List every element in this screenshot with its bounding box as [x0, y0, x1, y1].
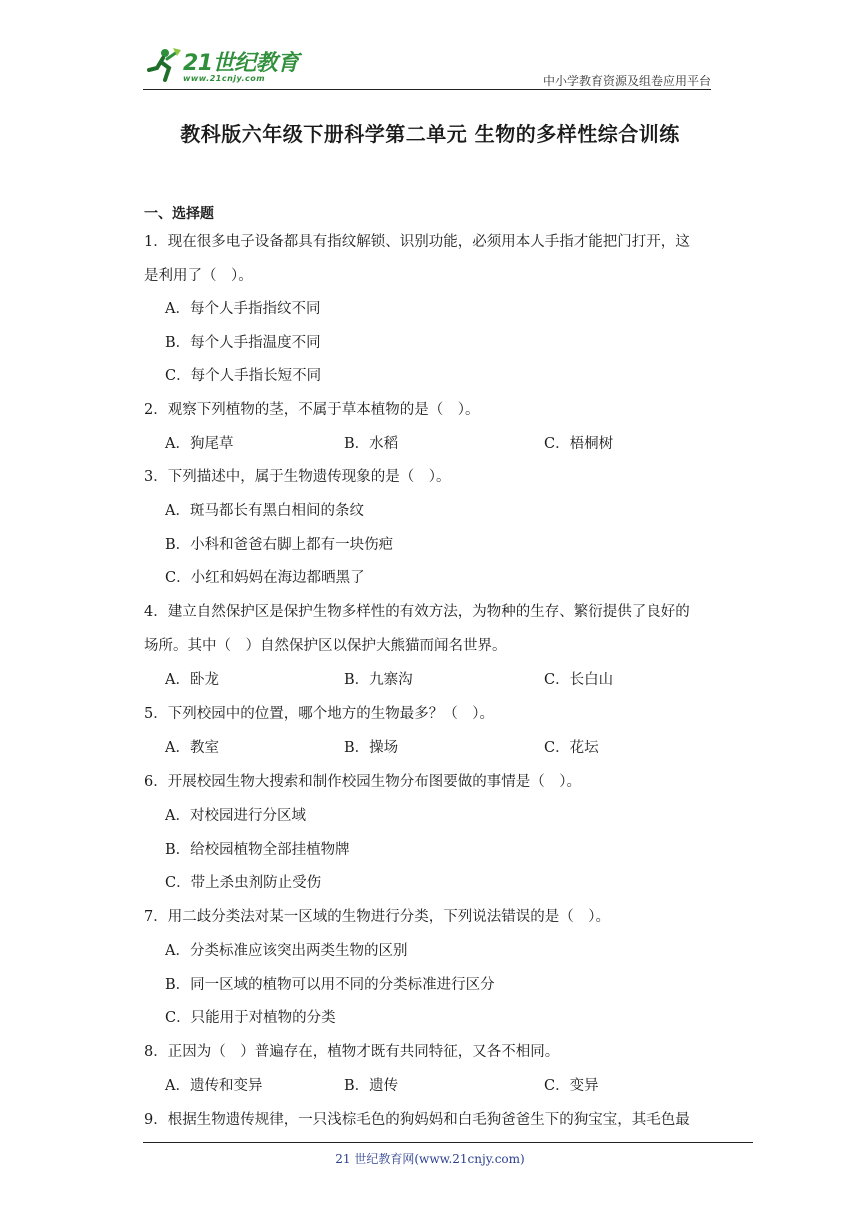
question-2-option-a: A．狗尾草 — [165, 436, 234, 452]
question-4-line-2: 场所。其中（ ）自然保护区以保护大熊猫而闻名世界。 — [144, 638, 507, 654]
question-8-option-c: C．变异 — [544, 1078, 599, 1094]
question-6-option-a: A．对校园进行分区域 — [165, 808, 306, 824]
question-4-option-b: B．九寨沟 — [344, 672, 413, 688]
question-5-option-c: C．花坛 — [544, 740, 599, 756]
logo-text: 21世纪教育 — [183, 51, 299, 76]
question-2-option-b: B．水稻 — [344, 436, 399, 452]
question-7-option-c: C．只能用于对植物的分类 — [165, 1010, 336, 1026]
question-1-option-c: C．每个人手指长短不同 — [165, 368, 322, 384]
question-2-option-c: C．梧桐树 — [544, 436, 614, 452]
question-6-option-c: C．带上杀虫剂防止受伤 — [165, 875, 322, 891]
question-6-option-b: B．给校园植物全部挂植物牌 — [165, 842, 350, 858]
question-1-option-a: A．每个人手指指纹不同 — [165, 301, 321, 317]
page-header — [0, 0, 860, 100]
question-8-option-a: A．遗传和变异 — [165, 1078, 263, 1094]
question-8-line-1: 8．正因为（ ）普遍存在，植物才既有共同特征，又各不相同。 — [144, 1044, 560, 1060]
question-8-option-b: B．遗传 — [344, 1078, 399, 1094]
runner-logo-icon — [143, 46, 183, 86]
question-1-line-1: 1．现在很多电子设备都具有指纹解锁、识别功能，必须用本人手指才能把门打开，这 — [144, 234, 690, 250]
page-title: 教科版六年级下册科学第二单元 生物的多样性综合训练 — [180, 122, 680, 146]
question-7-option-a: A．分类标准应该突出两类生物的区别 — [165, 943, 408, 959]
logo[interactable] — [143, 44, 313, 90]
question-2-line-1: 2．观察下列植物的茎，不属于草本植物的是（ ）。 — [144, 402, 480, 418]
question-4-option-c: C．长白山 — [544, 672, 614, 688]
question-7-line-1: 7．用二歧分类法对某一区域的生物进行分类，下列说法错误的是（ ）。 — [144, 909, 610, 925]
question-9-line-1: 9．根据生物遗传规律，一只浅棕毛色的狗妈妈和白毛狗爸爸生下的狗宝宝，其毛色最 — [144, 1112, 690, 1128]
footer-text[interactable]: 21 世纪教育网(www.21cnjy.com) — [335, 1152, 525, 1166]
question-6-line-1: 6．开展校园生物大搜索和制作校园生物分布图要做的事情是（ ）。 — [144, 774, 581, 790]
question-5-option-a: A．教室 — [165, 740, 219, 756]
question-1-option-b: B．每个人手指温度不同 — [165, 335, 321, 351]
question-4-line-1: 4．建立自然保护区是保护生物多样性的有效方法，为物种的生存、繁衍提供了良好的 — [144, 604, 690, 620]
question-4-option-a: A．卧龙 — [165, 672, 219, 688]
question-7-option-b: B．同一区域的植物可以用不同的分类标准进行区分 — [165, 977, 495, 993]
question-3-line-1: 3．下列描述中，属于生物遗传现象的是（ ）。 — [144, 469, 451, 485]
section-title: 一、选择题 — [144, 206, 214, 222]
footer-divider — [143, 1142, 753, 1143]
question-3-option-c: C．小红和妈妈在海边都晒黑了 — [165, 570, 365, 586]
question-5-line-1: 5．下列校园中的位置，哪个地方的生物最多？（ ）。 — [144, 706, 494, 722]
header-divider — [143, 89, 711, 90]
question-1-line-2: 是利用了（ ）。 — [144, 268, 253, 284]
platform-label: 中小学教育资源及组卷应用平台 — [542, 74, 711, 88]
question-3-option-b: B．小科和爸爸右脚上都有一块伤疤 — [165, 537, 394, 553]
question-3-option-a: A．斑马都长有黑白相间的条纹 — [165, 503, 364, 519]
question-5-option-b: B．操场 — [344, 740, 399, 756]
logo-url: www.21cnjy.com — [183, 74, 266, 83]
